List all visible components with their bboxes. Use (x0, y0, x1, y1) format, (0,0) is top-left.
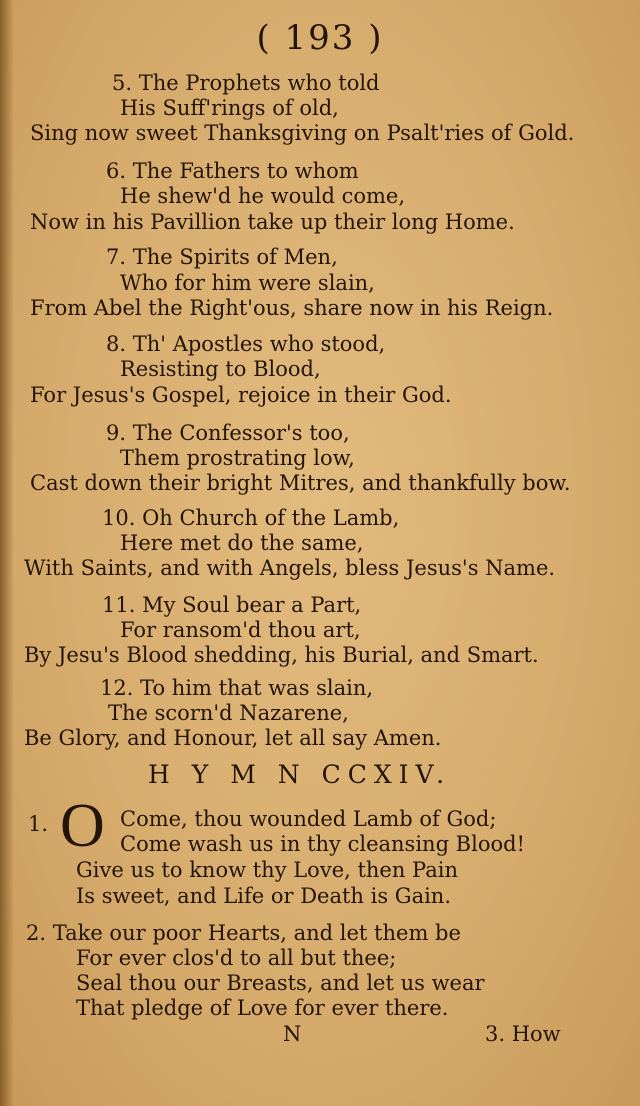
stanza-10-line-1: 10. Oh Church of the Lamb, (102, 506, 400, 530)
stanza-8-line-1: 8. Th' Apostles who stood, (106, 332, 386, 356)
stanza-6-line-3: Now in his Pavillion take up their long Home. (30, 210, 515, 234)
stanza-9-line-1: 9. The Confessor's too, (106, 421, 350, 445)
stanza-7-line-3: From Abel the Right'ous, share now in his Reign. (30, 296, 554, 320)
stanza-11-line-3: By Jesu's Blood shedding, his Burial, and Smart. (24, 643, 539, 667)
drop-cap: O (60, 792, 105, 860)
stanza-8-line-2: Resisting to Blood, (120, 357, 321, 381)
stanza-5-line-1: 5. The Prophets who told (112, 71, 380, 95)
catchword: 3. How (485, 1022, 561, 1046)
verse-2-line-3: Seal thou our Breasts, and let us wear (76, 971, 485, 995)
stanza-7-line-2: Who for him were slain, (120, 271, 375, 295)
verse-2-line-4: That pledge of Love for ever there. (76, 996, 449, 1020)
stanza-6-line-2: He shew'd he would come, (120, 184, 406, 208)
stanza-12-line-1: 12. To him that was slain, (100, 676, 374, 700)
page-number: ( 193 ) (256, 18, 384, 58)
verse-1-number: 1. (28, 812, 49, 836)
stanza-12-line-2: The scorn'd Nazarene, (108, 701, 349, 725)
stanza-5-line-3: Sing now sweet Thanksgiving on Psalt'ries of Gold. (30, 121, 575, 145)
verse-2-line-2: For ever clos'd to all but thee; (76, 946, 397, 970)
verse-1-line-4: Is sweet, and Life or Death is Gain. (76, 884, 452, 908)
page-spine-shadow (0, 0, 14, 1106)
hymn-heading: H Y M N CCXIV. (148, 760, 452, 789)
verse-1-line-3: Give us to know thy Love, then Pain (76, 858, 459, 882)
stanza-11-line-1: 11. My Soul bear a Part, (102, 593, 362, 617)
stanza-10-line-2: Here met do the same, (120, 531, 364, 555)
verse-1-line-1: Come, thou wounded Lamb of God; (120, 807, 497, 831)
verse-1-line-2: Come wash us in thy cleansing Blood! (120, 832, 525, 856)
stanza-6-line-1: 6. The Fathers to whom (106, 159, 359, 183)
stanza-5-line-2: His Suff'rings of old, (120, 96, 339, 120)
signature-mark: N (283, 1022, 302, 1046)
stanza-9-line-2: Them prostrating low, (120, 446, 355, 470)
stanza-12-line-3: Be Glory, and Honour, let all say Amen. (24, 726, 442, 750)
verse-2-line-1: 2. Take our poor Hearts, and let them be (26, 921, 461, 945)
stanza-7-line-1: 7. The Spirits of Men, (106, 245, 338, 269)
stanza-11-line-2: For ransom'd thou art, (120, 618, 361, 642)
stanza-8-line-3: For Jesus's Gospel, rejoice in their God. (30, 383, 452, 407)
stanza-9-line-3: Cast down their bright Mitres, and thankfully bow. (30, 471, 571, 495)
stanza-10-line-3: With Saints, and with Angels, bless Jesus's Name. (24, 556, 556, 580)
